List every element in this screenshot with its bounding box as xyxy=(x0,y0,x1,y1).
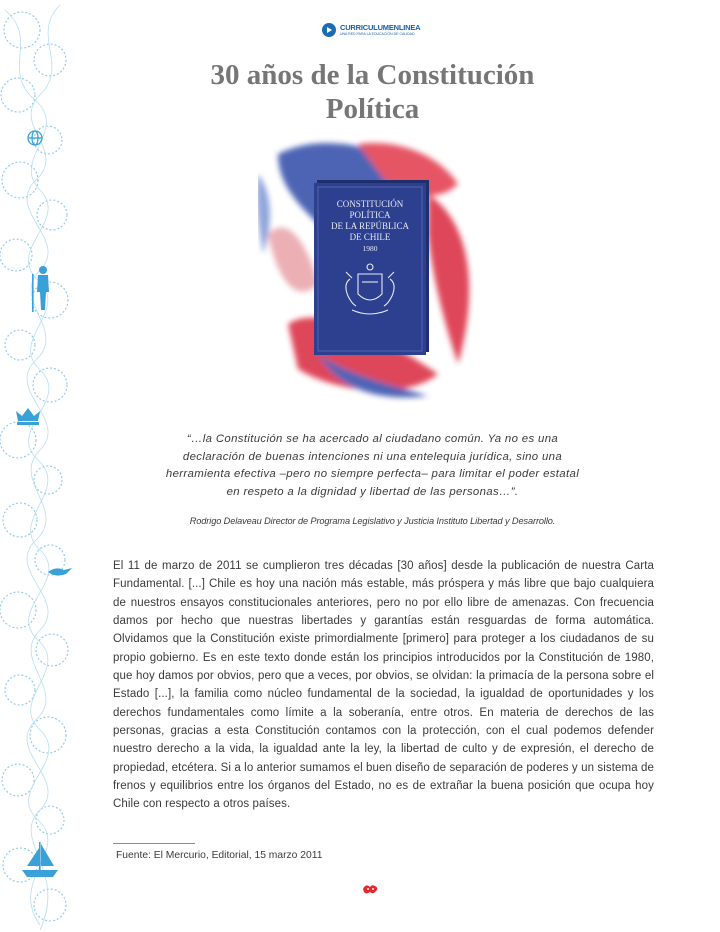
book-title-1: CONSTITUCIÓN xyxy=(336,199,404,209)
footer-logo-icon xyxy=(362,883,380,895)
footnote-divider xyxy=(113,843,195,844)
title-line-1: 30 años de la Constitución xyxy=(210,59,535,91)
curriculum-logo[interactable] xyxy=(322,23,420,37)
ship-icon xyxy=(22,842,58,877)
book-year: 1980 xyxy=(362,244,378,253)
globe-icon xyxy=(28,131,42,145)
quote-line-3: herramienta efectiva –pero no siempre perfecta– para limitar el poder estatal xyxy=(165,468,580,481)
logo-name: CURRICULUMENLINEA xyxy=(340,23,421,32)
book-title-4: DE CHILE xyxy=(349,232,391,242)
book-title-2: POLÍTICA xyxy=(349,210,391,220)
constitution-cover-image xyxy=(258,134,480,406)
quote-author: Rodrigo Delaveau Director de Programa Legislativo y Justicia Instituto Libertad y Desarrollo. xyxy=(189,516,556,526)
quote-line-1: “…la Constitución se ha acercado al ciudadano común. Ya no es una xyxy=(186,433,559,445)
decorative-swirl-border xyxy=(0,0,78,932)
title-line-2: Política xyxy=(325,93,420,125)
play-icon xyxy=(322,23,336,37)
quote-block xyxy=(130,431,615,501)
flag-splash-background xyxy=(258,134,480,406)
quote-line-2: declaración de buenas intenciones ni una entelequia jurídica, sino una xyxy=(182,450,563,463)
body-paragraph: El 11 de marzo de 2011 se cumplieron tres décadas [30 años] desde la publicación de nuestra Carta Fundamental. [...] Chile es hoy una nación más estable, más próspera y más libre que bajo cualquiera de nuestros ensayos constitucionales anteriores, pero no por ello libre de amenazas. Con frecuencia damos por hecho que nuestras libertades y garantías están resguardas de forma automática. Olvidamos que la Constitución existe primordialmente [primero] para proteger a los ciudadanos de su propio gobierno. Es en este texto donde están los principios introducidos por la Constitución de 1980, que hoy damos por obvios, pero que a veces, por obvios, se olvidan: la primacía de la persona sobre el Estado [...], la familia como núcleo fundamental de la sociedad, la igualdad de oportunidades y los derechos fundamentales como límite a la soberanía, entre otros. En materia de derechos de las personas, gracias a esta Constitución contamos con la protección, con el cual podemos defender nuestro derecho a la vida, la igualdad ante la ley, la libertad de culto y de expresión, el derecho de propiedad, etcétera. Si a lo anterior sumamos el buen diseño de separación de poderes y un sistema de frenos y equilibrios entre los órganos del Estado, no es de extrañar la buena posición que ocupa hoy Chile con respecto a otros países. xyxy=(113,560,654,811)
book-title-3: DE LA REPÚBLICA xyxy=(330,221,410,231)
source-citation: Fuente: El Mercurio, Editorial, 15 marzo 2011 xyxy=(116,850,323,861)
crown-icon xyxy=(16,408,40,425)
quote-line-4: en respeto a la dignidad y libertad de las personas…”. xyxy=(226,485,519,498)
logo-tagline: UNA RED PARA LA EDUCACIÓN DE CALIDAD xyxy=(340,31,415,36)
page-title xyxy=(130,58,615,126)
